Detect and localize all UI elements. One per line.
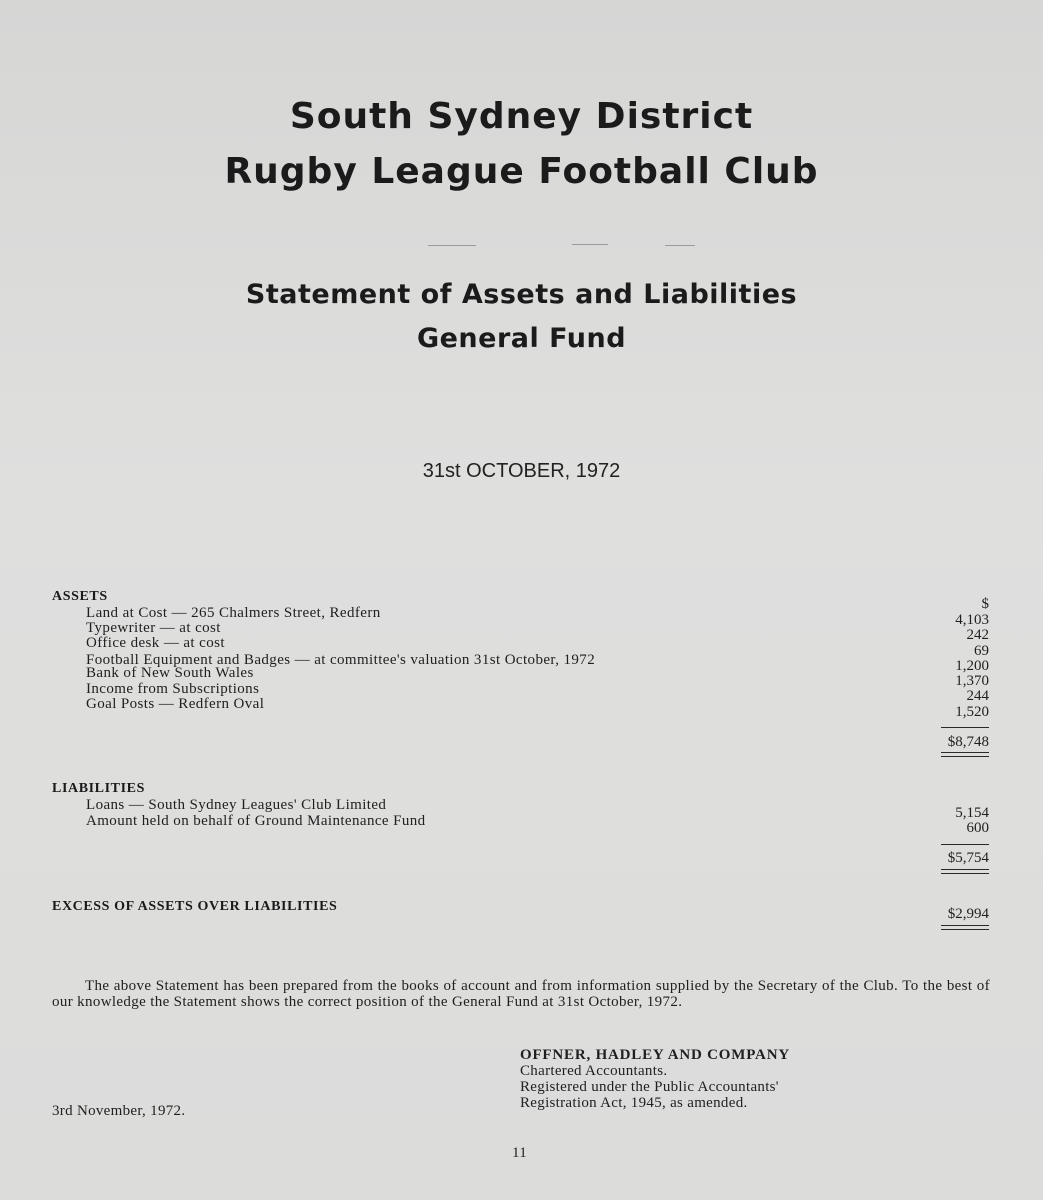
statement-date: 31st OCTOBER, 1972 xyxy=(422,460,621,482)
asset-amount: 244 xyxy=(966,688,989,704)
total-double-rule xyxy=(941,752,989,757)
liabilities-total: $5,754 xyxy=(947,850,989,866)
asset-amount: 4,103 xyxy=(955,612,989,628)
auditor-line: Registered under the Public Accountants' xyxy=(520,1079,779,1095)
asset-label: Land at Cost — 265 Chalmers Street, Redfern xyxy=(86,605,381,621)
currency-symbol: $ xyxy=(981,596,989,612)
liability-amount: 600 xyxy=(966,820,989,836)
excess-heading: EXCESS OF ASSETS OVER LIABILITIES xyxy=(52,899,338,914)
asset-label: Typewriter — at cost xyxy=(86,620,221,636)
auditor-line: Chartered Accountants. xyxy=(520,1063,668,1079)
signed-date: 3rd November, 1972. xyxy=(52,1103,186,1119)
liability-label: Amount held on behalf of Ground Maintenance Fund xyxy=(86,813,426,829)
total-double-rule xyxy=(941,869,989,874)
assets-total: $8,748 xyxy=(947,734,989,750)
print-mark xyxy=(665,245,695,246)
total-double-rule xyxy=(941,925,989,930)
statement-fund: General Fund xyxy=(416,323,627,354)
liability-amount: 5,154 xyxy=(955,805,989,821)
liability-label: Loans — South Sydney Leagues' Club Limited xyxy=(86,797,387,813)
liabilities-heading: LIABILITIES xyxy=(52,781,145,796)
assets-heading: ASSETS xyxy=(52,589,108,604)
club-name-line-1: South Sydney District xyxy=(289,96,754,137)
print-mark xyxy=(428,245,476,246)
auditor-firm: OFFNER, HADLEY AND COMPANY xyxy=(520,1047,790,1063)
asset-label: Goal Posts — Redfern Oval xyxy=(86,696,265,712)
auditor-statement: The above Statement has been prepared from the books of account and from information supplied by the Secretary of the Club. To the best of our knowledge the Statement shows the correct position of the General Fund at 31st October, 1972. xyxy=(52,978,990,1010)
excess-amount: $2,994 xyxy=(947,906,989,922)
print-mark xyxy=(572,244,608,245)
asset-label: Football Equipment and Badges — at committee's valuation 31st October, 1972 xyxy=(86,652,596,668)
auditor-line: Registration Act, 1945, as amended. xyxy=(520,1095,748,1111)
asset-label: Bank of New South Wales xyxy=(86,665,254,681)
statement-title: Statement of Assets and Liabilities xyxy=(245,279,798,310)
asset-label: Income from Subscriptions xyxy=(86,681,260,697)
subtotal-rule xyxy=(941,727,989,728)
asset-amount: 1,520 xyxy=(955,704,989,720)
asset-amount: 1,200 xyxy=(955,658,989,674)
asset-label: Office desk — at cost xyxy=(86,635,225,651)
page-number: 11 xyxy=(512,1145,528,1161)
subtotal-rule xyxy=(941,844,989,845)
asset-amount: 1,370 xyxy=(955,673,989,689)
club-name-line-2: Rugby League Football Club xyxy=(224,151,819,192)
asset-amount: 69 xyxy=(974,643,989,659)
asset-amount: 242 xyxy=(966,627,989,643)
